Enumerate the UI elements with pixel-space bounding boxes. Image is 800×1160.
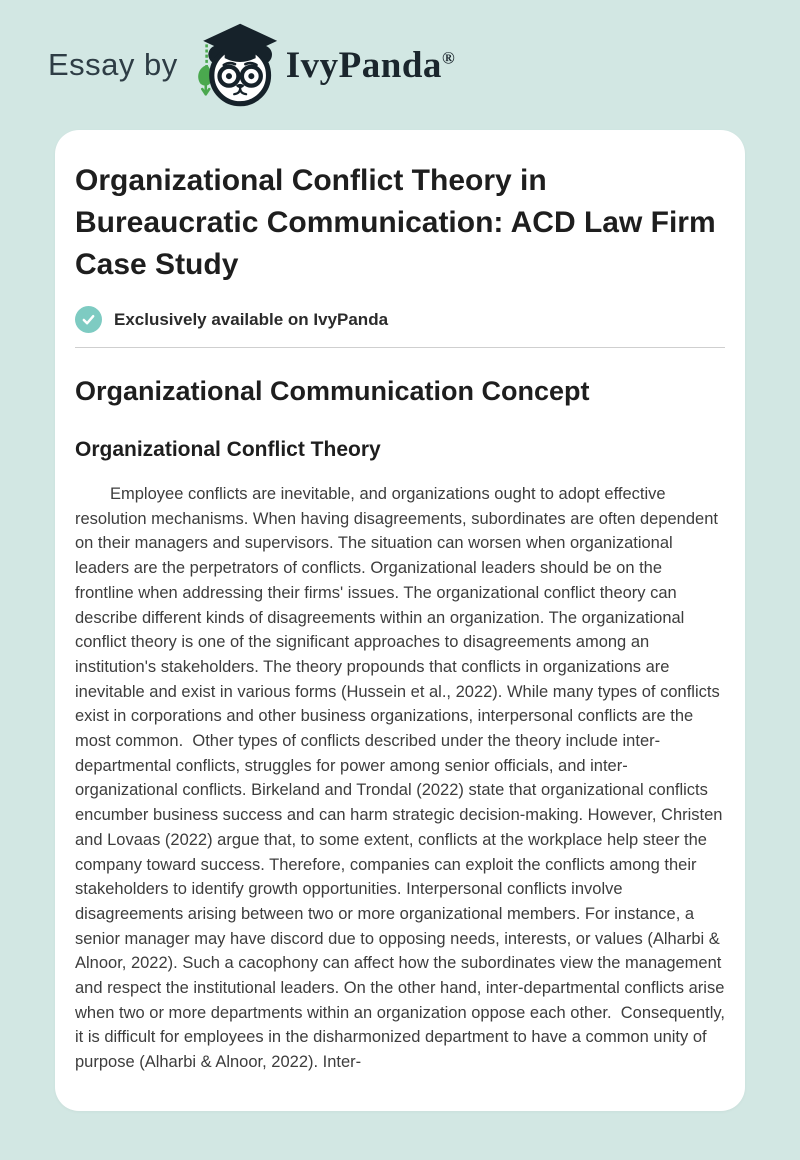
availability-badge	[75, 306, 725, 333]
essay-paragraph: Employee conflicts are inevitable, and organizations ought to adopt effective resolution mechanisms. When having disagreements, subordinates are often dependent on their managers and supervisors. The situation can worsen when organizational leaders are the perpetrators of conflicts. Organizational leaders should be on the frontline when addressing their firms' issues. The organizational conflict theory can describe different kinds of disagreements within an organization. The organizational conflict theory is one of the significant approaches to disagreements among an institution's stakeholders. The theory propounds that conflicts in organizations are inevitable and exist in various forms (Hussein et al., 2022). While many types of conflicts exist in corporations and other business organizations, interpersonal conflicts are the most common. Other types of conflicts described under the theory include inter-departmental conflicts, struggles for power among senior officials, and inter-organizational conflicts. Birkeland and Trondal (2022) state that organizational conflicts encumber business success and can harm strategic decision-making. However, Christen and Lovaas (2022) argue that, to some extent, conflicts at the workplace help steer the company toward success. Therefore, companies can exploit the conflicts among their stakeholders to identify growth opportunities. Interpersonal conflicts involve disagreements arising between two or more organizational members. For instance, a senior manager may have discord due to opposing needs, interests, or values (Alharbi & Alnoor, 2022). Such a cacophony can affect how the subordinates view the management and respect the institutional leaders. On the other hand, inter-departmental conflicts arise when two or more departments within an organization oppose each other. Consequently, it is difficult for employees in the disharmonized department to have a common unity of purpose (Alharbi & Alnoor, 2022). Inter-	[75, 485, 730, 1072]
availability-text: Exclusively available on IvyPanda	[114, 309, 389, 329]
section-heading: Organizational Communication Concept	[75, 376, 590, 406]
registered-trademark: ®	[441, 48, 456, 68]
header	[0, 0, 800, 130]
checkmark-icon	[75, 306, 102, 333]
essay-title: Organizational Conflict Theory in Bureaucratic Communication: ACD Law Firm Case Study	[75, 164, 716, 281]
brand-name: IvyPanda	[285, 44, 442, 86]
ivypanda-panda-logo-icon	[192, 22, 278, 108]
essay-card	[55, 130, 745, 1111]
divider	[75, 347, 725, 348]
subsection-heading: Organizational Conflict Theory	[75, 438, 381, 461]
brand-wordmark	[286, 44, 455, 87]
essay-by-label: Essay by	[48, 47, 178, 82]
